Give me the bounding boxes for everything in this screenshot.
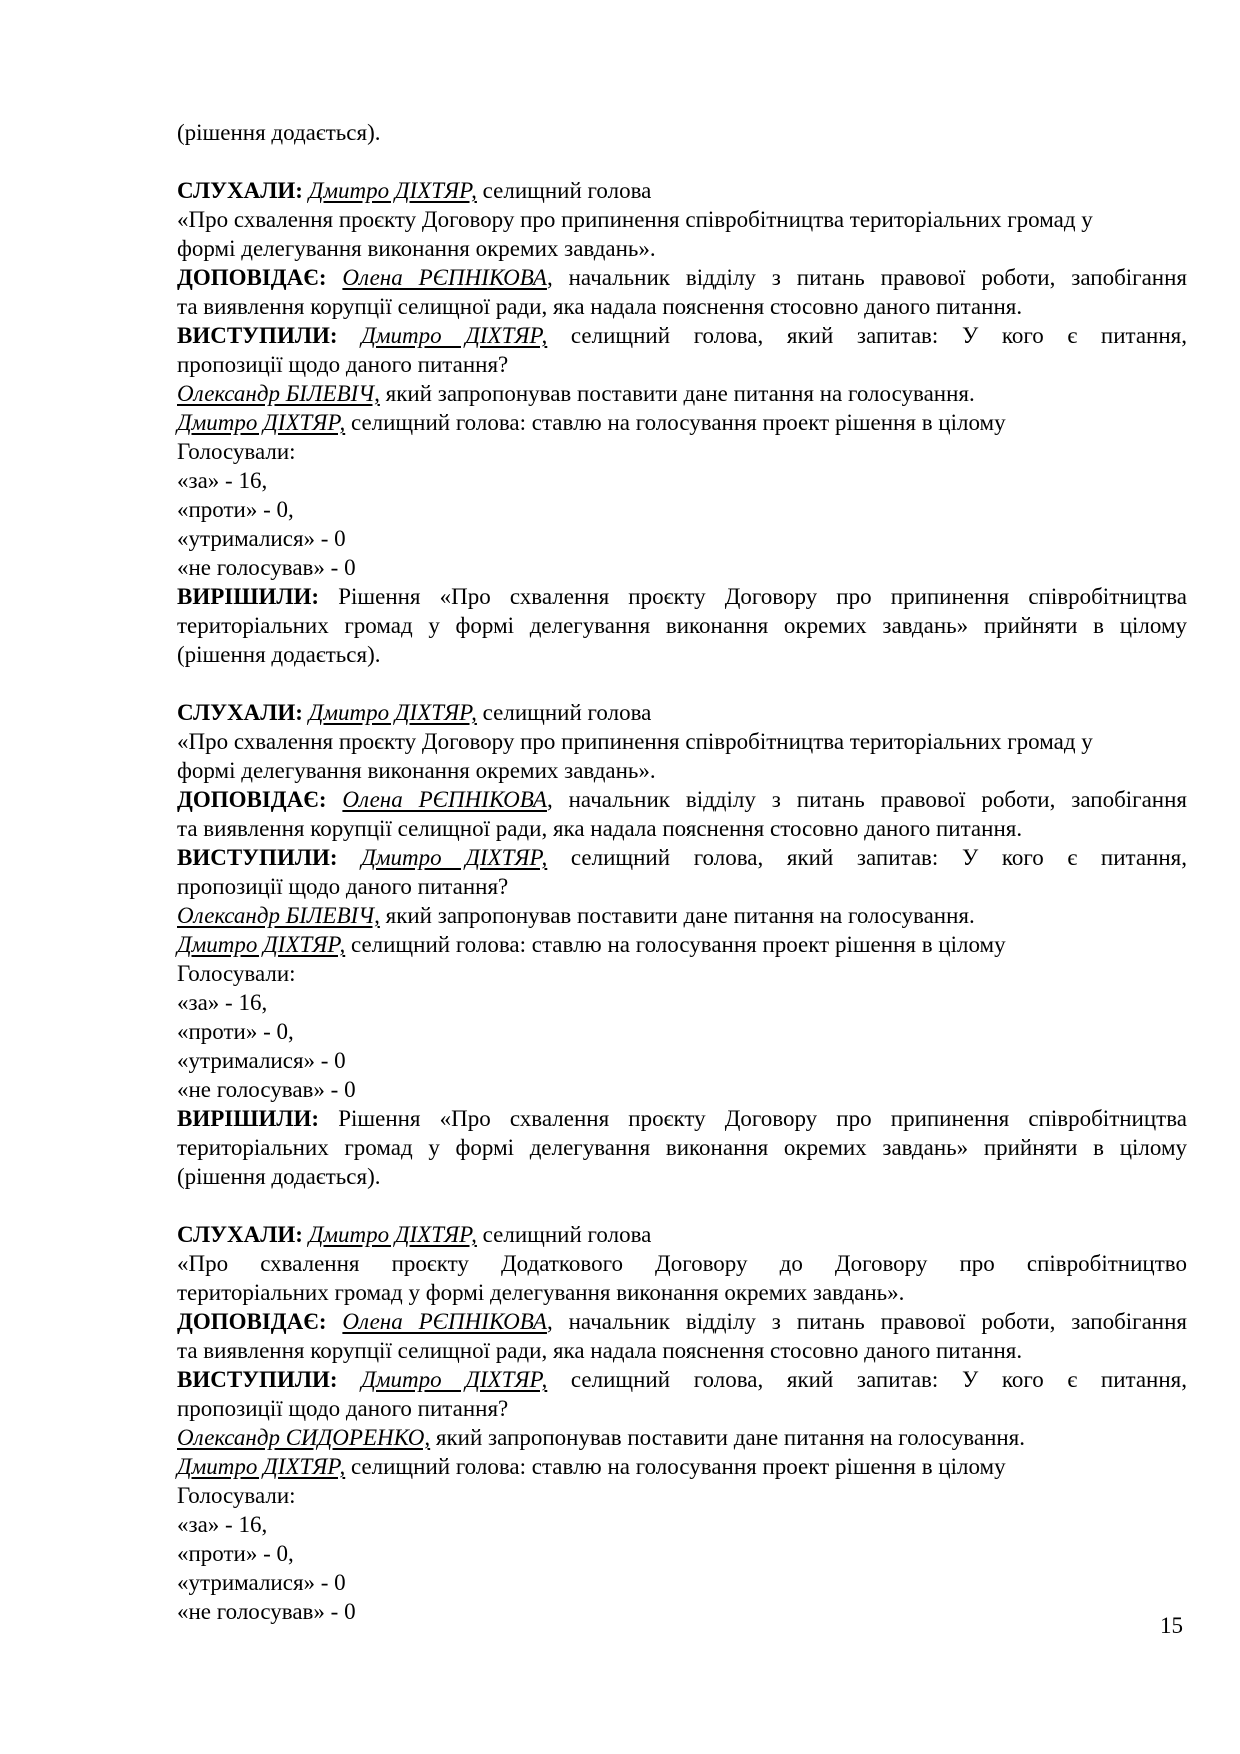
- speakers-text: пропозиції щодо даного питання?: [177, 874, 509, 899]
- heard-label: СЛУХАЛИ:: [177, 700, 303, 725]
- vote-none: «не голосував» - 0: [177, 1599, 356, 1624]
- chair-text: селищний голова: ставлю на голосування проект рішення в цілому: [345, 1454, 1006, 1479]
- voted-label: Голосували:: [177, 439, 296, 464]
- decided-line: [177, 582, 1187, 611]
- proposer-text: який запропонував поставити дане питання на голосування.: [379, 381, 975, 406]
- decided-label: ВИРІШИЛИ:: [177, 1106, 320, 1131]
- decided-label: ВИРІШИЛИ:: [177, 584, 320, 609]
- report-text: , начальник відділу з питань правової роботи, запобігання: [546, 1309, 1187, 1334]
- report-name: Олена РЄПНІКОВА: [342, 787, 547, 812]
- speakers-text: селищний голова, який запитав: У кого є питання,: [547, 845, 1187, 870]
- speakers-text: селищний голова, який запитав: У кого є питання,: [547, 1367, 1187, 1392]
- topic-line: територіальних громад у формі делегування виконання окремих завдань».: [177, 1280, 905, 1305]
- heard-role: селищний голова: [476, 1222, 652, 1247]
- proposer-line: [177, 901, 1187, 930]
- speakers-text: пропозиції щодо даного питання?: [177, 1396, 509, 1421]
- proposer-text: який запропонував поставити дане питання на голосування.: [379, 903, 975, 928]
- report-label: ДОПОВІДАЄ:: [177, 787, 327, 812]
- intro-decision-note: (рішення додається).: [177, 120, 381, 145]
- heard-role: селищний голова: [476, 700, 652, 725]
- vote-against: «проти» - 0,: [177, 497, 294, 522]
- vote-against: «проти» - 0,: [177, 1541, 294, 1566]
- heard-label: СЛУХАЛИ:: [177, 178, 303, 203]
- decided-text: територіальних громад у формі делегування виконання окремих завдань» прийняти в цілому: [177, 1135, 1187, 1160]
- report-label: ДОПОВІДАЄ:: [177, 265, 327, 290]
- vote-for: «за» - 16,: [177, 990, 268, 1015]
- chair-name: Дмитро ДІХТЯР,: [177, 932, 346, 957]
- proposer-text: який запропонував поставити дане питання на голосування.: [430, 1425, 1026, 1450]
- report-text: та виявлення корупції селищної ради, яка надала пояснення стосовно даного питання.: [177, 1338, 1023, 1363]
- speakers-name: Дмитро ДІХТЯР,: [361, 1367, 548, 1392]
- proposer-line: [177, 379, 1187, 408]
- chair-name: Дмитро ДІХТЯР,: [177, 1454, 346, 1479]
- speakers-text: селищний голова, який запитав: У кого є питання,: [547, 323, 1187, 348]
- report-name: Олена РЄПНІКОВА: [342, 265, 547, 290]
- speakers-name: Дмитро ДІХТЯР,: [361, 845, 548, 870]
- decided-line: [177, 1104, 1187, 1133]
- heard-line: [177, 1220, 1187, 1249]
- heard-line: [177, 176, 1187, 205]
- report-text: та виявлення корупції селищної ради, яка надала пояснення стосовно даного питання.: [177, 816, 1023, 841]
- speakers-label: ВИСТУПИЛИ:: [177, 323, 338, 348]
- section-gap: [177, 669, 1187, 698]
- chair-name: Дмитро ДІХТЯР,: [177, 410, 346, 435]
- agenda-section: [177, 176, 1187, 669]
- chair-line: [177, 1452, 1187, 1481]
- heard-line: [177, 698, 1187, 727]
- chair-line: [177, 408, 1187, 437]
- report-line: [177, 263, 1187, 292]
- topic-line: «Про схвалення проєкту Договору про припинення співробітництва територіальних громад у: [177, 729, 1093, 754]
- vote-abstain: «утрималися» - 0: [177, 1570, 346, 1595]
- proposer-line: [177, 1423, 1187, 1452]
- vote-none: «не голосував» - 0: [177, 555, 356, 580]
- report-name: Олена РЄПНІКОВА: [342, 1309, 547, 1334]
- decided-text: (рішення додається).: [177, 1164, 381, 1189]
- vote-against: «проти» - 0,: [177, 1019, 294, 1044]
- topic-line: формі делегування виконання окремих завдань».: [177, 758, 656, 783]
- speakers-text: пропозиції щодо даного питання?: [177, 352, 509, 377]
- speakers-line: [177, 843, 1187, 872]
- decided-text: територіальних громад у формі делегування виконання окремих завдань» прийняти в цілому: [177, 613, 1187, 638]
- section-gap: [177, 147, 1187, 176]
- vote-abstain: «утрималися» - 0: [177, 526, 346, 551]
- report-label: ДОПОВІДАЄ:: [177, 1309, 327, 1334]
- topic-line: «Про схвалення проєкту Додаткового Договору до Договору про співробітництво: [177, 1251, 1187, 1276]
- section-gap: [177, 1191, 1187, 1220]
- proposer-name: Олександр СИДОРЕНКО,: [177, 1425, 431, 1450]
- speakers-name: Дмитро ДІХТЯР,: [361, 323, 548, 348]
- report-line: [177, 1307, 1187, 1336]
- chair-text: селищний голова: ставлю на голосування проект рішення в цілому: [345, 410, 1006, 435]
- chair-line: [177, 930, 1187, 959]
- page-number: 15: [1160, 1613, 1183, 1638]
- report-text: та виявлення корупції селищної ради, яка надала пояснення стосовно даного питання.: [177, 294, 1023, 319]
- voted-label: Голосували:: [177, 961, 296, 986]
- report-text: , начальник відділу з питань правової роботи, запобігання: [546, 787, 1187, 812]
- topic-line: «Про схвалення проєкту Договору про припинення співробітництва територіальних громад у: [177, 207, 1093, 232]
- document-page: [177, 118, 1187, 1626]
- speakers-line: [177, 1365, 1187, 1394]
- topic-line: формі делегування виконання окремих завдань».: [177, 236, 656, 261]
- proposer-name: Олександр БІЛЕВІЧ,: [177, 381, 380, 406]
- vote-for: «за» - 16,: [177, 468, 268, 493]
- heard-name: Дмитро ДІХТЯР,: [308, 178, 477, 203]
- report-line: [177, 785, 1187, 814]
- vote-for: «за» - 16,: [177, 1512, 268, 1537]
- heard-name: Дмитро ДІХТЯР,: [308, 700, 477, 725]
- heard-role: селищний голова: [476, 178, 652, 203]
- heard-name: Дмитро ДІХТЯР,: [308, 1222, 477, 1247]
- agenda-section: [177, 1220, 1187, 1626]
- proposer-name: Олександр БІЛЕВІЧ,: [177, 903, 380, 928]
- chair-text: селищний голова: ставлю на голосування проект рішення в цілому: [345, 932, 1006, 957]
- decided-text: (рішення додається).: [177, 642, 381, 667]
- speakers-label: ВИСТУПИЛИ:: [177, 845, 338, 870]
- speakers-line: [177, 321, 1187, 350]
- agenda-section: [177, 698, 1187, 1191]
- vote-abstain: «утрималися» - 0: [177, 1048, 346, 1073]
- voted-label: Голосували:: [177, 1483, 296, 1508]
- decided-text: Рішення «Про схвалення проєкту Договору про припинення співробітництва: [319, 584, 1187, 609]
- vote-none: «не голосував» - 0: [177, 1077, 356, 1102]
- decided-text: Рішення «Про схвалення проєкту Договору про припинення співробітництва: [319, 1106, 1187, 1131]
- speakers-label: ВИСТУПИЛИ:: [177, 1367, 338, 1392]
- report-text: , начальник відділу з питань правової роботи, запобігання: [546, 265, 1187, 290]
- heard-label: СЛУХАЛИ:: [177, 1222, 303, 1247]
